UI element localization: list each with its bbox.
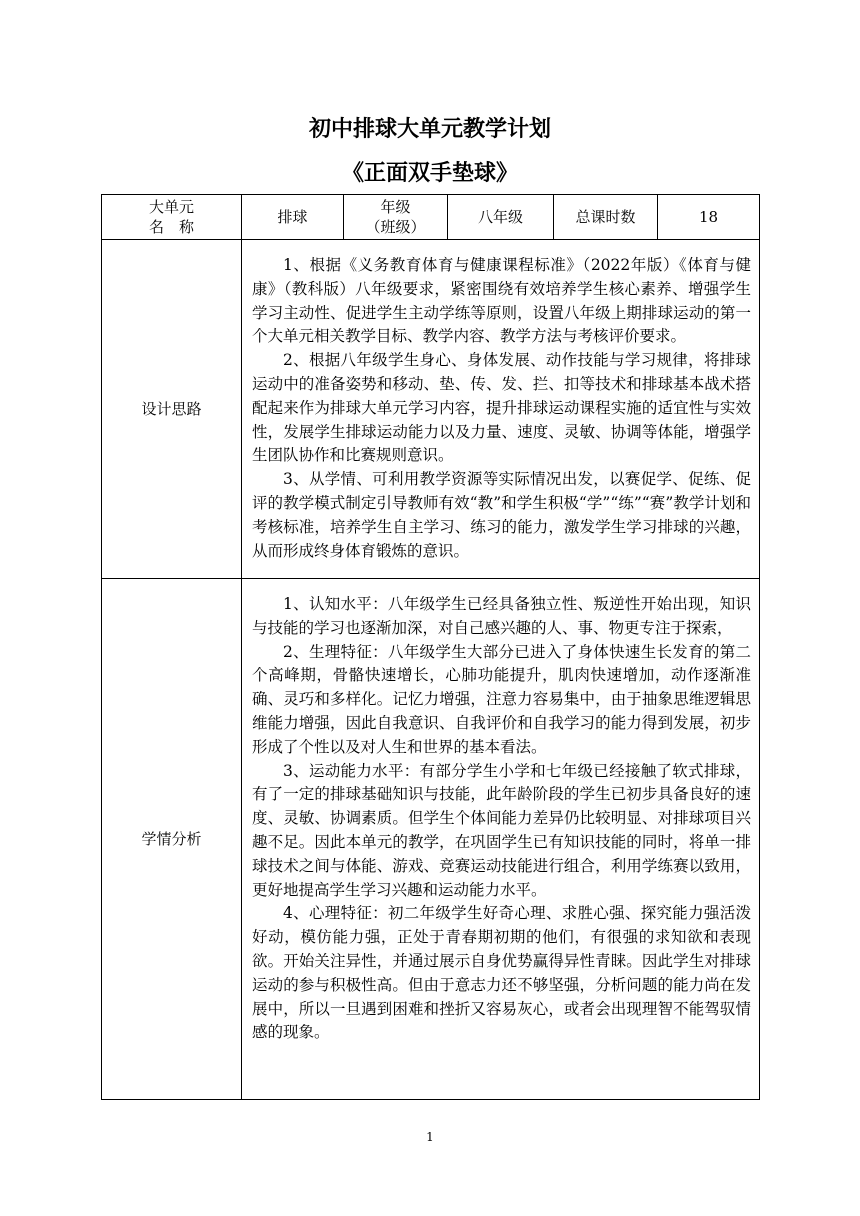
design-row <box>102 240 760 579</box>
analysis-paragraph: 4、心理特征：初二年级学生好奇心理、求胜心强、探究能力强活泼好动，模仿能力强，正处于青春期初期的他们，有很强的求知欲和表现欲。开始关注异性，并通过展示自身优势赢得异性青睐。因此学生对排球运动的参与积极性高。但由于意志力还不够坚强，分析问题的能力尚在发展中，所以一旦遇到困难和挫折又容易灰心，或者会出现理智不能驾驭情感的现象。 <box>252 904 751 1042</box>
design-content <box>242 240 760 579</box>
grade-value: 八年级 <box>448 195 554 240</box>
design-paragraph: 2、根据八年级学生身心、身体发展、动作技能与学习规律，将排球运动中的准备姿势和移动、垫、传、发、拦、扣等技术和排球基本战术搭配起来作为排球大单元学习内容，提升排球运动课程实施的适宜性与实效性，发展学生排球运动能力以及力量、速度、灵敏、协调等体能，增强学生团队协作和比赛规则意识。 <box>252 351 751 465</box>
unit-label-line2: 名 称 <box>148 218 194 236</box>
document-subtitle: 《正面双手垫球》 <box>341 161 518 186</box>
plan-table <box>101 194 760 1100</box>
design-paragraph: 3、从学情、可利用教学资源等实际情况出发，以赛促学、促练、促评的教学模式制定引导教师有效“教”和学生积极“学”“练”“赛”教学计划和考核标准，培养学生自主学习、练习的能力，激发学生学习排球的兴趣，从而形成终身体育锻炼的意识。 <box>252 470 751 560</box>
analysis-label: 学情分析 <box>102 579 242 1100</box>
grade-label-line1: 年级 <box>380 198 411 216</box>
unit-name-value: 排球 <box>242 195 344 240</box>
unit-label-line1: 大单元 <box>148 198 194 216</box>
unit-name-label-cell <box>102 195 242 240</box>
analysis-paragraph: 1、认知水平：八年级学生已经具备独立性、叛逆性开始出现，知识与技能的学习也逐渐加深，对自己感兴趣的人、事、物更专注于探索， <box>252 595 751 637</box>
page-number: 1 <box>426 1130 434 1144</box>
hours-label: 总课时数 <box>554 195 658 240</box>
header-row <box>102 195 760 240</box>
design-label: 设计思路 <box>102 240 242 579</box>
analysis-content <box>242 579 760 1100</box>
document-title: 初中排球大单元教学计划 <box>308 117 551 142</box>
hours-value: 18 <box>658 195 760 240</box>
analysis-row <box>102 579 760 1100</box>
design-paragraph: 1、根据《义务教育体育与健康课程标准》（2022年版）《体育与健康》（教科版）八年级要求，紧密围绕有效培养学生核心素养、增强学生学习主动性、促进学生主动学练等原则，设置八年级上期排球运动的第一个大单元相关教学目标、教学内容、教学方法与考核评价要求。 <box>252 256 751 346</box>
analysis-paragraph: 2、生理特征：八年级学生大部分已进入了身体快速生长发育的第二个高峰期，骨骼快速增长，心肺功能提升，肌肉快速增加，动作逐渐准确、灵巧和多样化。记忆力增强，注意力容易集中，由于抽象思维逻辑思维能力增强，因此自我意识、自我评价和自我学习的能力得到发展，初步形成了个性以及对人生和世界的基本看法。 <box>252 642 751 756</box>
grade-label-line2: （班级） <box>365 218 426 236</box>
grade-label-cell <box>344 195 448 240</box>
analysis-paragraph: 3、运动能力水平：有部分学生小学和七年级已经接触了软式排球，有了一定的排球基础知识与技能，此年龄阶段的学生已初步具备良好的速度、灵敏、协调素质。但学生个体间能力差异仍比较明显、对排球项目兴趣不足。因此本单元的教学，在巩固学生已有知识技能的同时，将单一排球技术之间与体能、游戏、竞赛运动技能进行组合，利用学练赛以致用，更好地提高学生学习兴趣和运动能力水平。 <box>252 761 751 899</box>
